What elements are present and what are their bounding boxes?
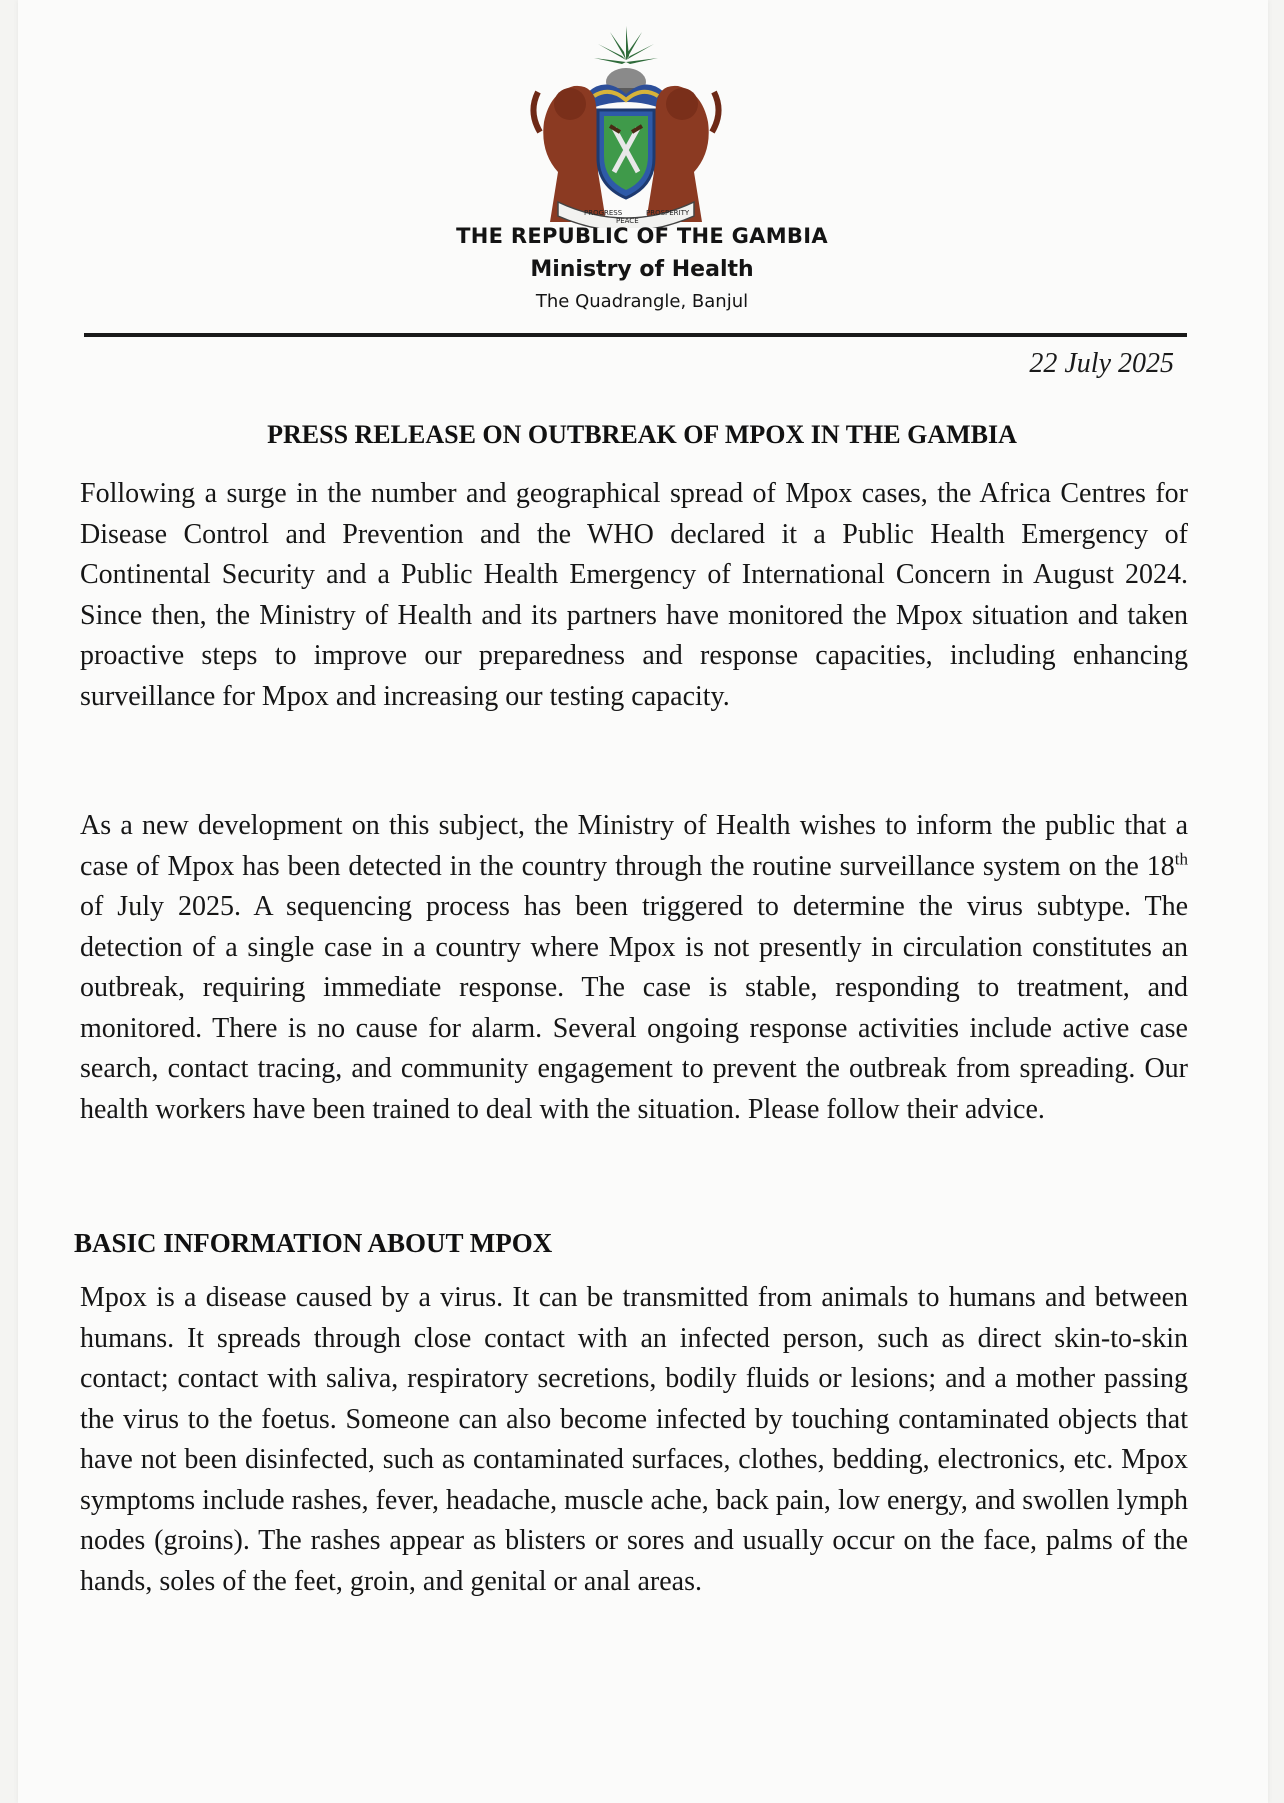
letterhead-address: The Quadrangle, Banjul (535, 291, 749, 312)
header-divider (84, 333, 1187, 337)
section-heading: BASIC INFORMATION ABOUT MPOX (74, 1228, 553, 1258)
paragraph-detection-part2: of July 2025. A sequencing process has been triggered to determine the virus subtype. The detection of a single case in a country where Mpox is not presently in circulation constitutes an outbreak, requiring immediate response. The case is stable, responding to treatment, and monitored. There is no cause for alarm. Several ongoing response activities include active case search, contact tracing, and community engagement to prevent the outbreak from spreading. Our health workers have been trained to deal with the situation. Please follow their advice. (80, 891, 1188, 1125)
letterhead-country: THE REPUBLIC OF THE GAMBIA (456, 224, 828, 248)
motto-prosperity: PROSPERITY (646, 209, 690, 217)
lion-supporter-left-icon (533, 86, 606, 222)
document-date: 22 July 2025 (1029, 348, 1174, 379)
letterhead-ministry: Ministry of Health (530, 257, 754, 282)
paragraph-background: Following a surge in the number and geographical spread of Mpox cases, the Africa Centres for Disease Control and Prevention and the WHO declared it a Public Health Emergency of Continental Security and a Public Health Emergency of International Concern in August 2024. Since then, the Ministry of Health and its partners have monitored the Mpox situation and taken proactive steps to improve our preparedness and response capacities, including enhancing surveillance for Mpox and increasing our testing capacity. (80, 478, 1188, 712)
motto-progress: PROGRESS (584, 209, 623, 217)
ordinal-suffix: th (1174, 849, 1188, 869)
paragraph-detection-part1: As a new development on this subject, the Ministry of Health wishes to inform the public that a case of Mpox has been detected in the country through the routine surveillance system on the 18 (80, 810, 1188, 882)
lion-supporter-right-icon (646, 86, 719, 222)
motto-peace: PEACE (616, 217, 639, 225)
coat-of-arms-icon (510, 22, 742, 228)
shield-icon (598, 110, 654, 198)
press-release-title: PRESS RELEASE ON OUTBREAK OF MPOX IN THE GAMBIA (267, 420, 1017, 449)
paragraph-detection (80, 806, 1188, 1130)
palm-icon (594, 26, 658, 64)
paragraph-basic-info: Mpox is a disease caused by a virus. It can be transmitted from animals to humans and between humans. It spreads through close contact with an infected person, such as direct skin-to-skin contact; contact with saliva, respiratory secretions, bodily fluids or lesions; and a mother passing the virus to the foetus. Someone can also become infected by touching contaminated objects that have not been disinfected, such as contaminated surfaces, clothes, bedding, electronics, etc. Mpox symptoms include rashes, fever, headache, muscle ache, back pain, low energy, and swollen lymph nodes (groins). The rashes appear as blisters or sores and usually occur on the face, palms of the hands, soles of the feet, groin, and genital or anal areas. (80, 1282, 1188, 1597)
